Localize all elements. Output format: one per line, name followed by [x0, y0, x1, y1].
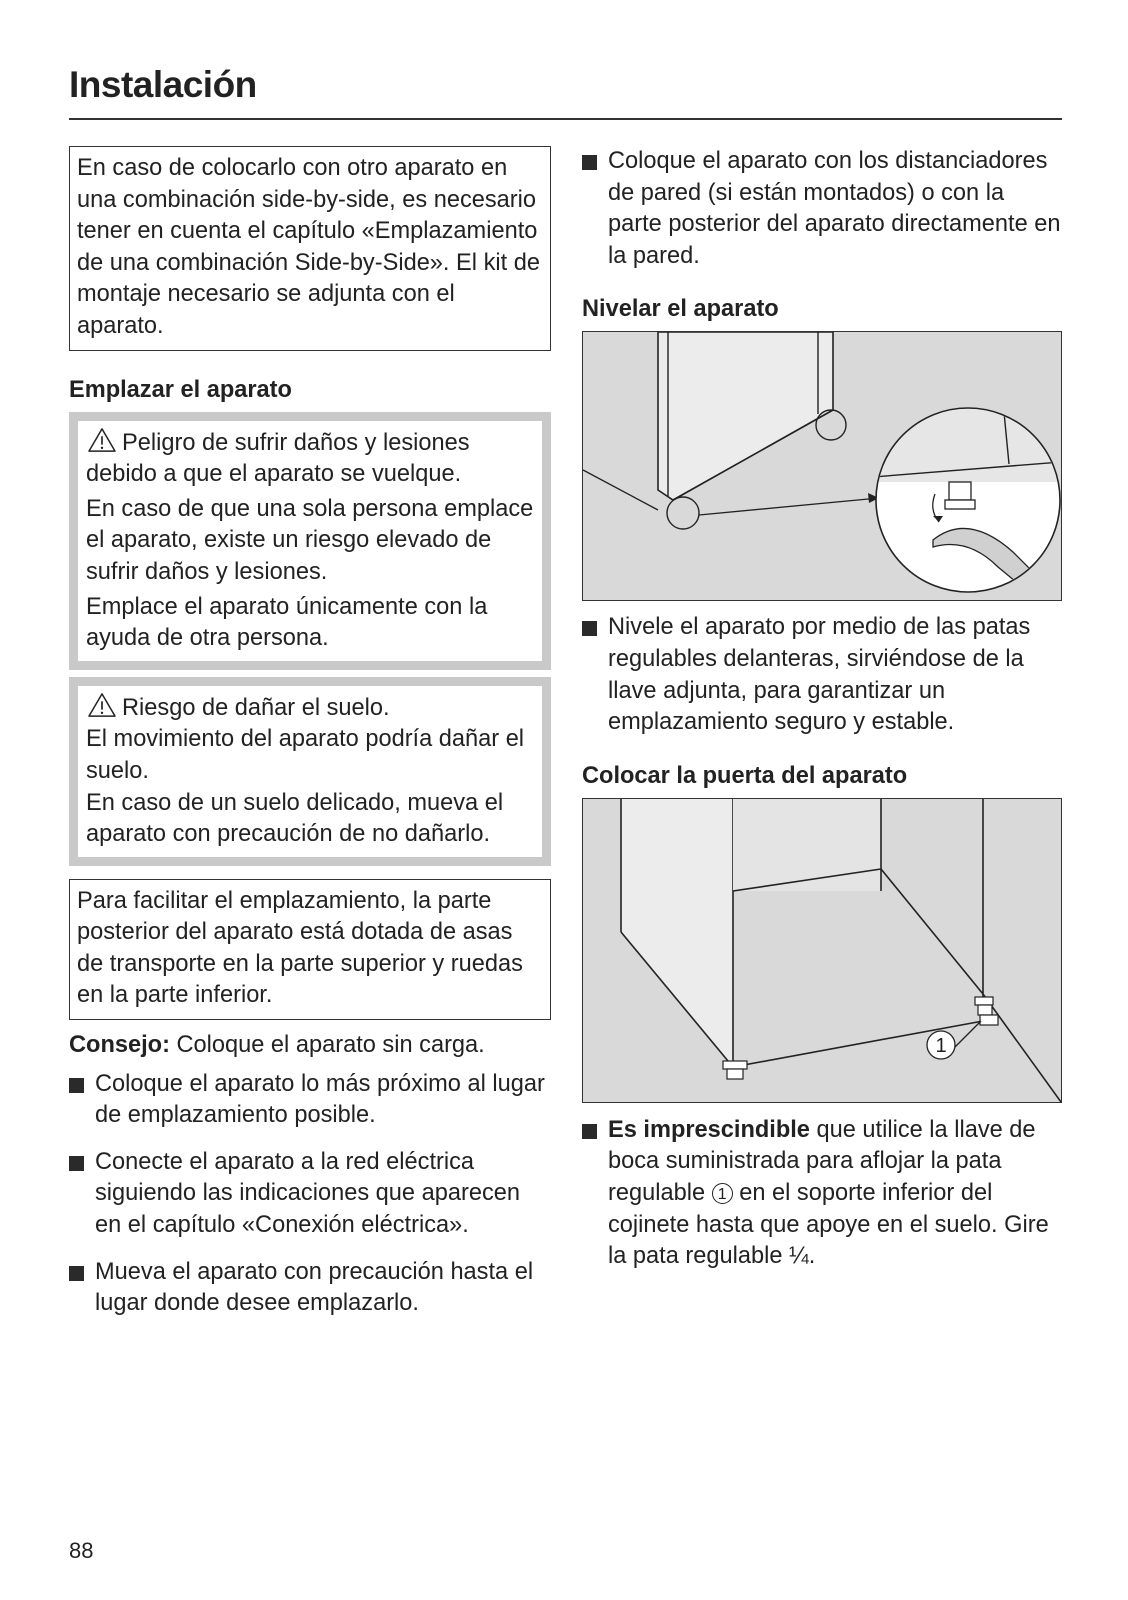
- warning-box-tipping: [69, 412, 551, 670]
- warning-box-floor: [69, 677, 551, 866]
- callout-label: 1: [935, 1034, 947, 1057]
- bullet-square-icon: [69, 1156, 84, 1171]
- warning-body: El movimiento del aparato podría dañar el suelo.: [86, 726, 525, 784]
- tip-label: Consejo:: [69, 1032, 170, 1059]
- list-item-text: Nivele el aparato por medio de las patas regulables delanteras, sirviéndose de la llave adjunta, para garantizar un emplazamiento seguro y estable.: [608, 614, 1031, 736]
- tip-text: Coloque el aparato sin carga.: [169, 1032, 485, 1059]
- page-title: Instalación: [69, 64, 257, 105]
- warning-title-text: Peligro de sufrir daños y lesiones debido a que el aparato se vuelque.: [86, 429, 470, 488]
- list-item: [582, 1115, 1064, 1273]
- left-column: [69, 146, 551, 1320]
- bullet-square-icon: [69, 1078, 84, 1093]
- list-item-text: Es imprescindible que utilice la llave de boca suministrada para aflojar la pata regulable 1 en el soporte inferior del cojinete hasta que apoye en el suelo. Gire la pata regulable ¼.: [608, 1116, 1049, 1270]
- side-by-side-note: En caso de colocarlo con otro aparato en una combinación side-by-side, es necesario tener en cuenta el capítulo «Emplazamiento de una combinación Side-by-Side». El kit de montaje necesario se adjunta con el aparato.: [69, 146, 551, 351]
- warning-body: En caso de que una sola persona emplace el aparato, existe un riesgo elevado de sufrir daños y lesiones.: [86, 495, 534, 585]
- rear-foot-marker: [816, 410, 846, 440]
- list-item: [582, 612, 1064, 738]
- leveling-illustration: [582, 331, 1062, 601]
- warning-instruction: Emplace el aparato únicamente con la ayuda de otra persona.: [86, 593, 488, 652]
- bullet-square-icon: [69, 1266, 84, 1281]
- list-item: [69, 1069, 551, 1132]
- leveling-diagram: [583, 332, 1061, 600]
- warning-title: [86, 692, 534, 725]
- front-foot-marker: [667, 497, 699, 529]
- title-divider: [69, 118, 1062, 120]
- section-heading-puerta: Colocar la puerta del aparato: [582, 762, 908, 789]
- bullet-square-icon: [582, 621, 597, 636]
- warning-instruction: En caso de un suelo delicado, mueva el aparato con precaución de no dañarlo.: [86, 789, 504, 848]
- list-item-text: Mueva el aparato con precaución hasta el lugar donde desee emplazarlo.: [95, 1258, 534, 1317]
- warning-triangle-icon: [86, 692, 118, 718]
- list-item-text: Conecte el aparato a la red eléctrica siguiendo las indicaciones que aparecen en el capítulo «Conexión eléctrica».: [95, 1148, 520, 1239]
- emphasis-text: Es imprescindible: [608, 1116, 810, 1143]
- door-illustration: [582, 798, 1062, 1103]
- list-item: [69, 1257, 551, 1320]
- transport-note: Para facilitar el emplazamiento, la parte posterior del aparato está dotada de asas de transporte en la parte superior y ruedas en la parte inferior.: [69, 879, 551, 1020]
- section-heading-nivelar: Nivelar el aparato: [582, 296, 779, 323]
- warning-title-text: Riesgo de dañar el suelo.: [122, 694, 390, 721]
- right-column: [582, 146, 1064, 1273]
- warning-triangle-icon: [86, 427, 118, 453]
- bullet-square-icon: [582, 1124, 597, 1139]
- list-item: [69, 1147, 551, 1242]
- page-number: 88: [69, 1538, 94, 1563]
- section-heading-emplazar: Emplazar el aparato: [69, 376, 292, 403]
- list-item: [582, 146, 1064, 272]
- list-item-text: Coloque el aparato con los distanciadores de pared (si están montados) o con la parte posterior del aparato directamente en la pared.: [608, 148, 1061, 269]
- circled-number: 1: [712, 1183, 733, 1204]
- door-diagram: [583, 799, 1061, 1102]
- bullet-square-icon: [582, 155, 597, 170]
- warning-title: [86, 427, 534, 491]
- list-item-text: Coloque el aparato lo más próximo al lugar de emplazamiento posible.: [95, 1070, 545, 1129]
- tip-paragraph: [69, 1030, 551, 1062]
